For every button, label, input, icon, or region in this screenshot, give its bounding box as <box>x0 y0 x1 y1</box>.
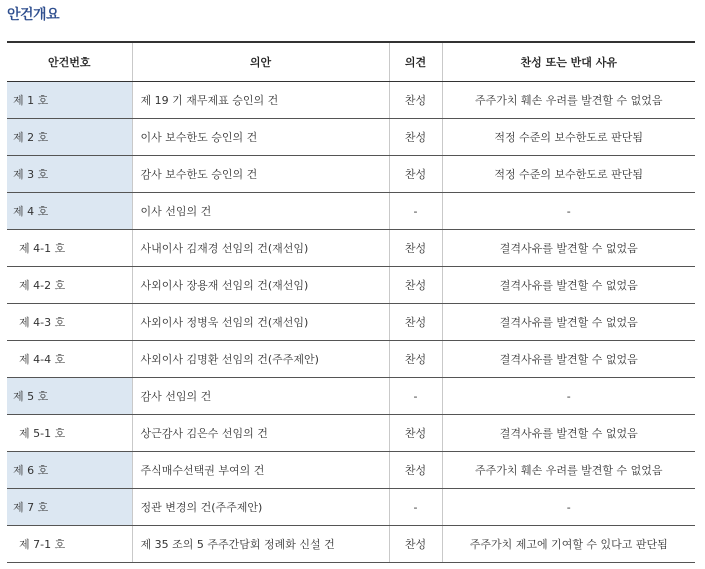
agenda-item-cell: 감사 보수한도 승인의 건 <box>132 156 389 193</box>
agenda-number-cell: 제 4-2 호 <box>7 267 132 304</box>
opinion-cell: 찬성 <box>389 341 442 378</box>
opinion-cell: 찬성 <box>389 119 442 156</box>
table-row <box>7 82 695 119</box>
opinion-cell: 찬성 <box>389 156 442 193</box>
agenda-number-cell: 제 1 호 <box>7 82 132 119</box>
header-agenda-number: 안건번호 <box>7 42 132 82</box>
agenda-number-cell: 제 7-1 호 <box>7 526 132 563</box>
opinion-cell: 찬성 <box>389 452 442 489</box>
reason-cell: - <box>442 489 695 526</box>
reason-cell: 결격사유를 발견할 수 없었음 <box>442 415 695 452</box>
reason-cell: - <box>442 193 695 230</box>
agenda-item-cell: 사내이사 김재경 선임의 건(재선임) <box>132 230 389 267</box>
opinion-cell: 찬성 <box>389 230 442 267</box>
opinion-cell: 찬성 <box>389 415 442 452</box>
table-row <box>7 489 695 526</box>
reason-cell: 결격사유를 발견할 수 없었음 <box>442 341 695 378</box>
agenda-number-cell: 제 2 호 <box>7 119 132 156</box>
agenda-number-cell: 제 6 호 <box>7 452 132 489</box>
opinion-cell: - <box>389 378 442 415</box>
table-row <box>7 267 695 304</box>
agenda-number-cell: 제 4-4 호 <box>7 341 132 378</box>
agenda-number-cell: 제 4-3 호 <box>7 304 132 341</box>
opinion-cell: - <box>389 193 442 230</box>
reason-cell: 주주가치 훼손 우려를 발견할 수 없었음 <box>442 452 695 489</box>
agenda-item-cell: 감사 선임의 건 <box>132 378 389 415</box>
opinion-cell: 찬성 <box>389 304 442 341</box>
table-row <box>7 156 695 193</box>
reason-cell: 결격사유를 발견할 수 없었음 <box>442 230 695 267</box>
agenda-item-cell: 사외이사 장용재 선임의 건(재선임) <box>132 267 389 304</box>
section-title: 안건개요 <box>7 7 60 23</box>
table-row <box>7 452 695 489</box>
agenda-table <box>7 41 695 563</box>
agenda-item-cell: 이사 보수한도 승인의 건 <box>132 119 389 156</box>
table-row <box>7 230 695 267</box>
agenda-number-cell: 제 3 호 <box>7 156 132 193</box>
table-row <box>7 304 695 341</box>
agenda-item-cell: 주식매수선택권 부여의 건 <box>132 452 389 489</box>
table-row <box>7 526 695 563</box>
reason-cell: 주주가치 훼손 우려를 발견할 수 없었음 <box>442 82 695 119</box>
table-row <box>7 378 695 415</box>
table-body <box>7 82 695 563</box>
reason-cell: 주주가치 제고에 기여할 수 있다고 판단됨 <box>442 526 695 563</box>
table-row <box>7 341 695 378</box>
agenda-number-cell: 제 4 호 <box>7 193 132 230</box>
header-opinion: 의견 <box>389 42 442 82</box>
header-agenda-item: 의안 <box>132 42 389 82</box>
agenda-item-cell: 사외이사 김명환 선임의 건(주주제안) <box>132 341 389 378</box>
table-row <box>7 119 695 156</box>
agenda-number-cell: 제 4-1 호 <box>7 230 132 267</box>
opinion-cell: 찬성 <box>389 267 442 304</box>
reason-cell: - <box>442 378 695 415</box>
reason-cell: 결격사유를 발견할 수 없었음 <box>442 304 695 341</box>
agenda-item-cell: 제 19 기 재무제표 승인의 건 <box>132 82 389 119</box>
agenda-item-cell: 상근감사 김은수 선임의 건 <box>132 415 389 452</box>
agenda-item-cell: 이사 선임의 건 <box>132 193 389 230</box>
table-header-row <box>7 42 695 82</box>
reason-cell: 적정 수준의 보수한도로 판단됨 <box>442 119 695 156</box>
agenda-number-cell: 제 5 호 <box>7 378 132 415</box>
opinion-cell: 찬성 <box>389 82 442 119</box>
reason-cell: 결격사유를 발견할 수 없었음 <box>442 267 695 304</box>
table-row <box>7 193 695 230</box>
agenda-number-cell: 제 7 호 <box>7 489 132 526</box>
agenda-item-cell: 제 35 조의 5 주주간담회 정례화 신설 건 <box>132 526 389 563</box>
opinion-cell: - <box>389 489 442 526</box>
header-reason: 찬성 또는 반대 사유 <box>442 42 695 82</box>
opinion-cell: 찬성 <box>389 526 442 563</box>
agenda-item-cell: 사외이사 정병욱 선임의 건(재선임) <box>132 304 389 341</box>
agenda-number-cell: 제 5-1 호 <box>7 415 132 452</box>
table-row <box>7 415 695 452</box>
agenda-item-cell: 정관 변경의 건(주주제안) <box>132 489 389 526</box>
reason-cell: 적정 수준의 보수한도로 판단됨 <box>442 156 695 193</box>
